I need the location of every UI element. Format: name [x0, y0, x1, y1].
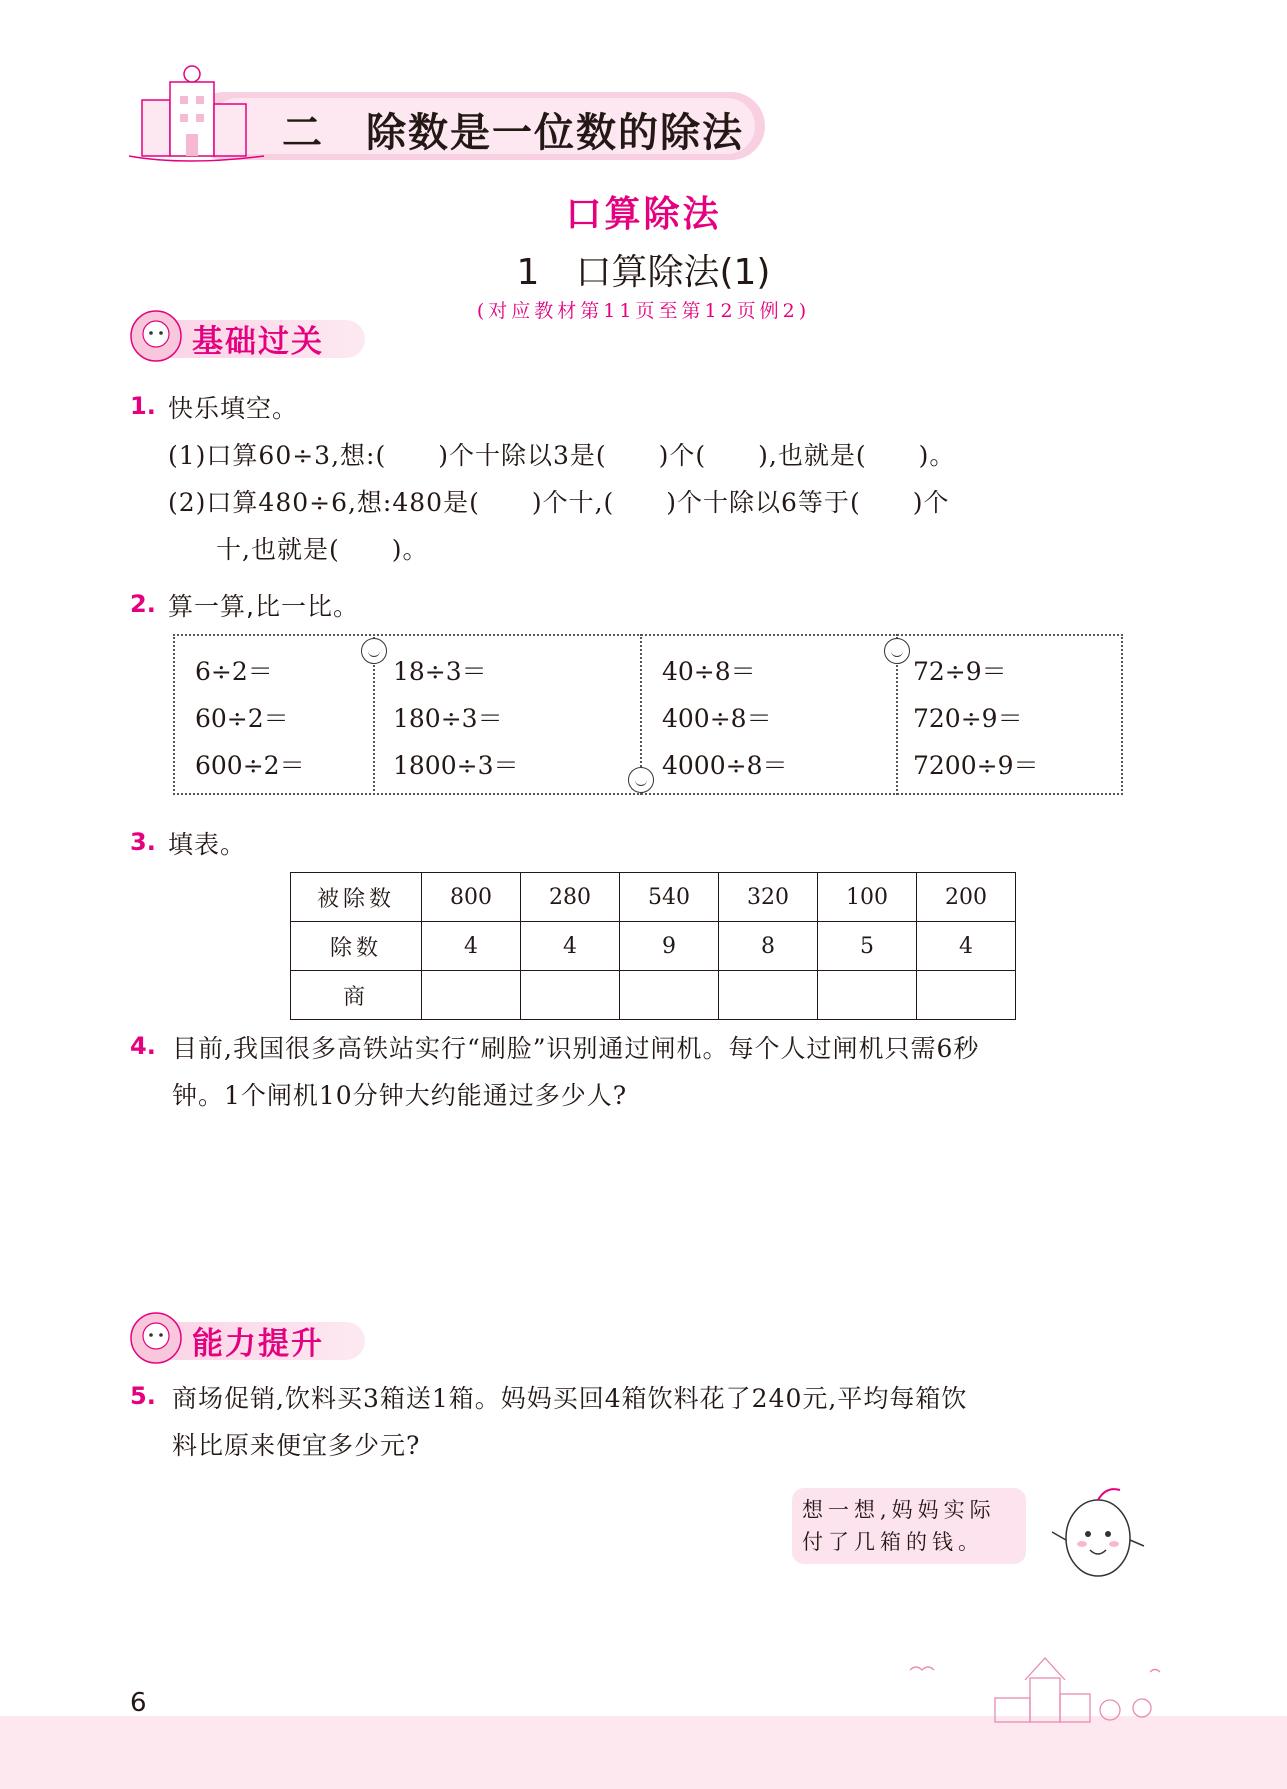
question-number: 5.: [130, 1382, 156, 1410]
dividend-cell: 200: [917, 873, 1016, 922]
quotient-cell[interactable]: [917, 971, 1016, 1020]
calc-expression: 4000÷8＝: [662, 751, 788, 780]
question-line: (2)口算480÷6,想:480是( )个十,( )个十除以6等于( )个: [168, 488, 950, 517]
divisor-cell: 5: [818, 922, 917, 971]
divisor-cell: 4: [521, 922, 620, 971]
quotient-cell[interactable]: [719, 971, 818, 1020]
table-row: [291, 873, 1016, 922]
module-label-advanced: 能力提升: [192, 1326, 324, 1362]
dividend-cell: 280: [521, 873, 620, 922]
egg-mascot-icon: [1050, 1480, 1150, 1590]
table-row: [291, 922, 1016, 971]
divisor-cell: 4: [422, 922, 521, 971]
row-label: 被除数: [291, 873, 422, 922]
module-label-basic: 基础过关: [192, 324, 324, 360]
divisor-cell: 8: [719, 922, 818, 971]
smiley-icon: [361, 638, 387, 664]
table-row: [291, 971, 1016, 1020]
question-line: 料比原来便宜多少元?: [172, 1431, 421, 1460]
dividend-cell: 100: [818, 873, 917, 922]
school-building-icon: [124, 60, 274, 172]
calc-expression: 180÷3＝: [393, 704, 503, 733]
quotient-cell[interactable]: [620, 971, 719, 1020]
page-number: 6: [130, 1688, 147, 1718]
lesson-reference: (对应教材第11页至第12页例2): [476, 300, 811, 322]
question-title: 快乐填空。: [168, 394, 299, 423]
smiley-icon: [884, 638, 910, 664]
question-number: 3.: [130, 828, 156, 856]
hint-text: 想一想,妈妈实际: [802, 1498, 996, 1522]
question-number: 4.: [130, 1032, 156, 1060]
calc-expression: 1800÷3＝: [393, 751, 519, 780]
row-label: 除数: [291, 922, 422, 971]
calc-expression: 40÷8＝: [662, 657, 756, 686]
divisor-cell: 4: [917, 922, 1016, 971]
calc-expression: 60÷2＝: [195, 704, 289, 733]
smiley-icon: [628, 767, 654, 793]
row-label: 商: [291, 971, 422, 1020]
question-line: 十,也就是( )。: [216, 535, 429, 564]
divisor-cell: 9: [620, 922, 719, 971]
question-title: 算一算,比一比。: [168, 592, 359, 621]
calc-expression: 18÷3＝: [393, 657, 487, 686]
question-number: 1.: [130, 392, 156, 420]
lesson-title: 1 口算除法(1): [516, 252, 771, 293]
question-line: (1)口算60÷3,想:( )个十除以3是( )个( ),也就是( )。: [168, 441, 956, 470]
dividend-cell: 800: [422, 873, 521, 922]
quotient-cell[interactable]: [818, 971, 917, 1020]
hint-text: 付了几箱的钱。: [802, 1530, 984, 1554]
chapter-title: 二 除数是一位数的除法: [282, 110, 744, 156]
calc-expression: 720÷9＝: [913, 704, 1023, 733]
question-line: 商场促销,饮料买3箱送1箱。妈妈买回4箱饮料花了240元,平均每箱饮: [172, 1384, 968, 1413]
question-line: 目前,我国很多高铁站实行“刷脸”识别通过闸机。每个人过闸机只需6秒: [172, 1034, 980, 1063]
quotient-cell[interactable]: [422, 971, 521, 1020]
student-avatar-icon: [128, 308, 184, 364]
calc-expression: 6÷2＝: [195, 657, 273, 686]
dividend-cell: 540: [620, 873, 719, 922]
student-avatar-icon: [128, 1310, 184, 1366]
quotient-cell[interactable]: [521, 971, 620, 1020]
calc-expression: 600÷2＝: [195, 751, 305, 780]
calc-expression: 400÷8＝: [662, 704, 772, 733]
dividend-cell: 320: [719, 873, 818, 922]
calc-expression: 7200÷9＝: [913, 751, 1039, 780]
question-line: 钟。1个闸机10分钟大约能通过多少人?: [172, 1081, 628, 1110]
division-table: [290, 872, 1016, 1020]
question-number: 2.: [130, 590, 156, 618]
question-title: 填表。: [168, 830, 247, 859]
calc-expression: 72÷9＝: [913, 657, 1007, 686]
castle-decoration-icon: [880, 1650, 1180, 1730]
section-title: 口算除法: [565, 194, 722, 235]
